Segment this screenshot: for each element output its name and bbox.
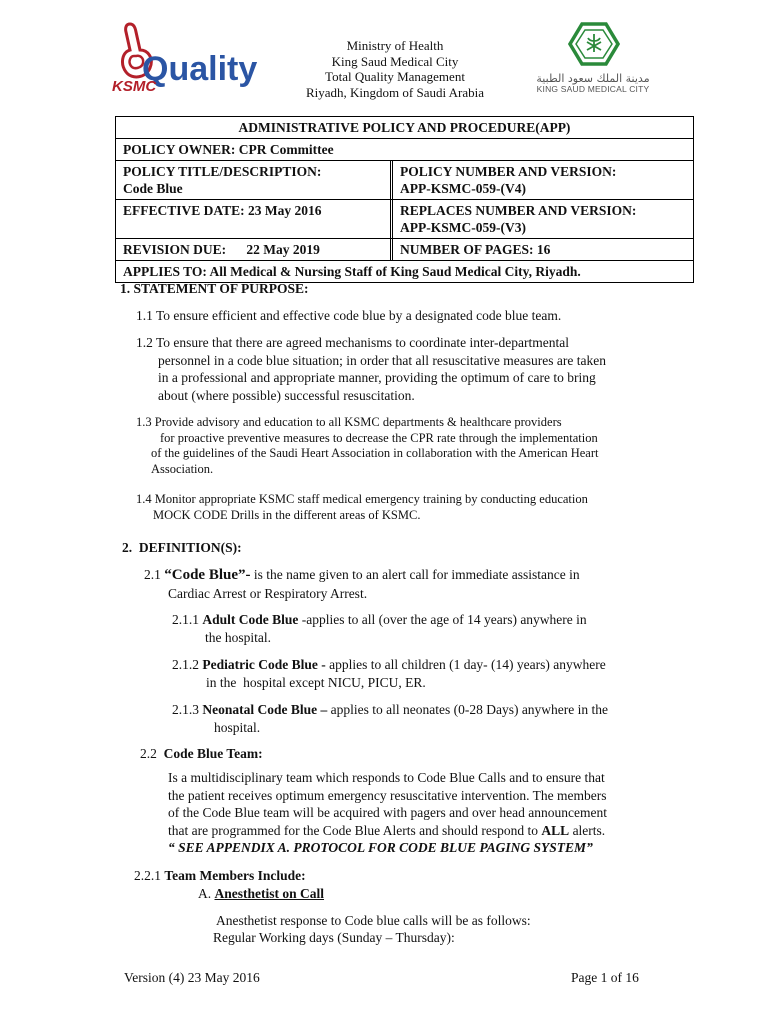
table-row [116,199,693,238]
header-line: Riyadh, Kingdom of Saudi Arabia [305,84,484,100]
para-line: about (where possible) successful resuscitation. [158,387,415,403]
para-2-2-1 [134,867,306,885]
para-number: 2.2.1 [134,868,165,883]
section-1-heading: 1. STATEMENT OF PURPOSE: [120,281,309,296]
header-line: King Saud Medical City [331,53,459,69]
ksmc-brand-text: KSMC [112,78,157,95]
table-row [116,160,693,199]
para-line: of the Code Blue team will be acquired with pagers and over head announcement [168,805,607,820]
para-2-2-heading [140,745,263,763]
term-team-members: Team Members Include: [164,868,306,883]
policy-title-value: Code Blue [123,181,183,196]
number-of-pages: NUMBER OF PAGES: 16 [400,242,551,257]
para-line: Cardiac Arrest or Respiratory Arrest. [168,585,368,601]
policy-number-cell [393,161,693,199]
policy-title-cell [116,161,393,199]
policy-number-label: POLICY NUMBER AND VERSION: [400,164,617,179]
footer-page-number: Page 1 of 16 [571,970,639,985]
table-row [116,117,693,138]
para-line: of the guidelines of the Saudi Heart Association in collaboration with the American Heart [151,446,599,460]
para-line: hospital. [214,719,261,735]
para-number: 2.1.1 [172,612,203,627]
replaces-label: REPLACES NUMBER AND VERSION: [400,203,637,218]
ksmc-logo [528,22,658,97]
header-line: Total Quality Management [325,69,465,84]
term-code-blue-team: Code Blue Team: [163,746,263,761]
para-2-2-body [168,769,698,857]
para-line: for proactive preventive measures to decrease the CPR rate through the implementation [160,430,598,445]
para-line: in the hospital except NICU, PICU, ER. [206,674,426,690]
replaces-value: APP-KSMC-059-(V3) [400,220,526,235]
para-line: personnel in a code blue situation; in order that all resuscitative measures are taken [158,352,606,368]
policy-info-table [115,116,694,283]
table-title: ADMINISTRATIVE POLICY AND PROCEDURE(APP) [238,120,571,135]
para-line: Is a multidisciplinary team which responds to Code Blue Calls and to ensure that [168,770,605,785]
para-2-1-1 [172,611,692,646]
para-text: is the name given to an alert call for immediate assistance in [250,567,580,582]
applies-to: APPLIES TO: All Medical & Nursing Staff of King Saud Medical City, Riyadh. [123,264,581,279]
ksmc-arabic-name: مدينة الملك سعود الطبية [536,72,650,85]
header-org-lines [270,38,520,100]
para-line: Association. [151,461,214,476]
ksmc-emblem-icon [568,22,620,66]
policy-number-value: APP-KSMC-059-(V4) [400,181,526,196]
quality-brand-text: Quality [142,50,258,88]
term-pediatric-code-blue: Pediatric Code Blue - [202,657,326,672]
para-number: 2.2 [140,746,164,761]
effective-date: EFFECTIVE DATE: 23 May 2016 [116,200,393,238]
para-1-2 [136,334,696,404]
table-row [116,238,693,260]
para-text: applies to all neonates (0-28 Days) anywhere in the [327,702,609,717]
appendix-reference: “ SEE APPENDIX A. PROTOCOL FOR CODE BLUE PAGING SYSTEM” [168,840,593,855]
emphasis-all: ALL [541,822,570,838]
term-anesthetist-on-call: Anesthetist on Call [214,886,325,901]
term-code-blue: “Code Blue”- [164,567,251,583]
ksmc-english-name: KING SAUD MEDICAL CITY [536,84,650,94]
para-text: -applies to all (over the age of 14 years) anywhere in [298,612,587,627]
para-2-1 [144,566,684,602]
policy-title-label: POLICY TITLE/DESCRIPTION: [123,164,322,179]
quality-ksmc-logo [112,18,262,98]
para-text: that are programmed for the Code Blue Alerts and should respond to [168,822,542,838]
para-2-1-2 [172,656,692,691]
anesthetist-response-line: Anesthetist response to Code blue calls will be as follows: [216,913,531,928]
footer-version: Version (4) 23 May 2016 [124,970,260,985]
para-line: the hospital. [205,629,271,645]
table-row [116,138,693,160]
para-line: the patient receives optimum emergency resuscitative intervention. The members [168,787,607,803]
para-line: 1.3 Provide advisory and education to all KSMC departments & healthcare providers [136,415,562,429]
para-line: MOCK CODE Drills in the different areas of KSMC. [153,507,421,522]
policy-owner: POLICY OWNER: CPR Committee [123,142,334,157]
item-a-heading [198,885,324,903]
revision-due: REVISION DUE: 22 May 2019 [116,239,393,260]
term-neonatal-code-blue: Neonatal Code Blue – [202,702,328,717]
header-line: Ministry of Health [346,38,444,53]
para-1-4 [136,492,696,523]
para-1-3 [136,415,696,477]
section-2-heading: 2. DEFINITION(S): [122,540,242,555]
para-text: applies to all children (1 day- (14) years) anywhere [325,657,606,672]
para-2-1-3 [172,701,692,736]
para-line: in a professional and appropriate manner, providing the optimum of care to bring [158,370,596,385]
regular-working-days-line: Regular Working days (Sunday – Thursday): [213,930,455,945]
table-row [116,260,693,282]
para-text: alerts. [569,822,606,838]
para-number: 2.1.2 [172,657,203,672]
para-number: 2.1 [144,567,165,582]
replaces-cell [393,200,693,238]
term-adult-code-blue: Adult Code Blue [202,612,299,627]
para-line: 1.4 Monitor appropriate KSMC staff medical emergency training by conducting education [136,492,588,506]
para-1-1: 1.1 To ensure efficient and effective code blue by a designated code blue team. [136,308,562,323]
para-number: 2.1.3 [172,702,203,717]
list-label: A. [198,886,215,901]
para-line: 1.2 To ensure that there are agreed mechanisms to coordinate inter-departmental [136,335,569,350]
